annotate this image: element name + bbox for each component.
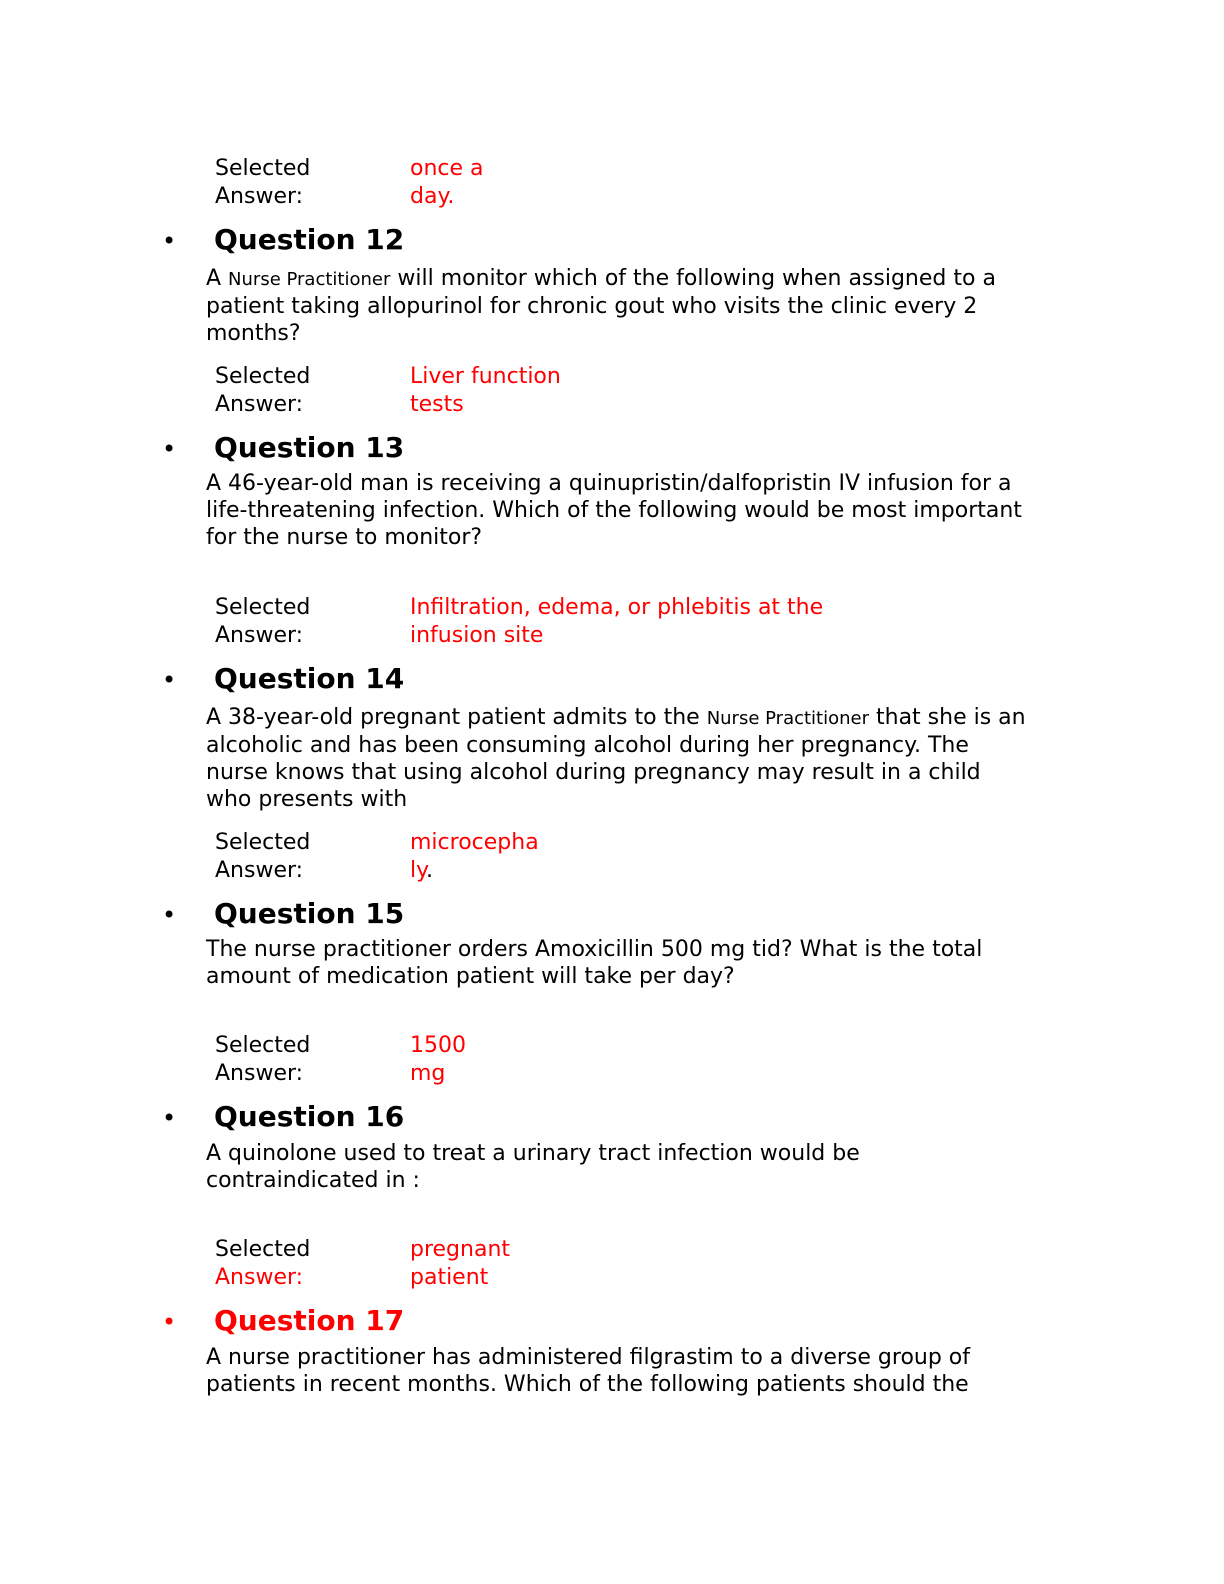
bullet-icon: • [162, 901, 177, 929]
bullet-icon: • [162, 227, 177, 255]
question-text: A nurse practitioner has administered filgrastim to a diverse group of patients in recent months. Which of the following patients should the [206, 1345, 971, 1397]
selected-answer-label: Selected Answer: [215, 1033, 311, 1086]
question-text: The nurse practitioner orders Amoxicillin 500 mg tid? What is the total amount of medication patient will take per day? [206, 937, 983, 989]
selected-answer-value: once a day. [410, 156, 484, 209]
question-text: A 38-year-old pregnant patient admits to the Nurse Practitioner that she is an alcoholic and has been consuming alcohol during her pregnancy. The nurse knows that using alcohol during pregnancy may result in a child who presents with [206, 705, 1026, 812]
selected-answer-label: Selected Answer: [215, 595, 311, 648]
selected-answer-label: Selected Answer: [215, 1237, 311, 1290]
bullet-icon: • [162, 1104, 177, 1132]
question-title: Question 15 [214, 897, 405, 930]
selected-answer-value: pregnant patient [410, 1237, 511, 1290]
selected-answer-label: Selected Answer: [215, 156, 311, 209]
question-title: Question 17 [214, 1304, 405, 1337]
question-text: A Nurse Practitioner will monitor which of the following when assigned to a patient taking allopurinol for chronic gout who visits the clinic every 2 months? [206, 266, 996, 346]
selected-answer-value: microcepha ly. [410, 830, 539, 883]
question-title: Question 16 [214, 1100, 405, 1133]
question-text: A 46-year-old man is receiving a quinupristin/dalfopristin IV infusion for a life-threatening infection. Which of the following would be most important for the nurse to monitor? [206, 471, 1022, 550]
selected-answer-value: 1500 mg [410, 1033, 466, 1086]
selected-answer-value: Liver function tests [410, 364, 561, 417]
bullet-icon: • [162, 1308, 177, 1336]
selected-answer-label: Selected Answer: [215, 830, 311, 883]
question-title: Question 13 [214, 431, 405, 464]
question-text: A quinolone used to treat a urinary tract infection would be contraindicated in : [206, 1141, 860, 1193]
selected-answer-value: Infiltration, edema, or phlebitis at the infusion site [410, 595, 824, 648]
bullet-icon: • [162, 666, 177, 694]
question-title: Question 14 [214, 662, 405, 695]
question-title: Question 12 [214, 223, 405, 256]
bullet-icon: • [162, 435, 177, 463]
selected-answer-label: Selected Answer: [215, 364, 311, 417]
